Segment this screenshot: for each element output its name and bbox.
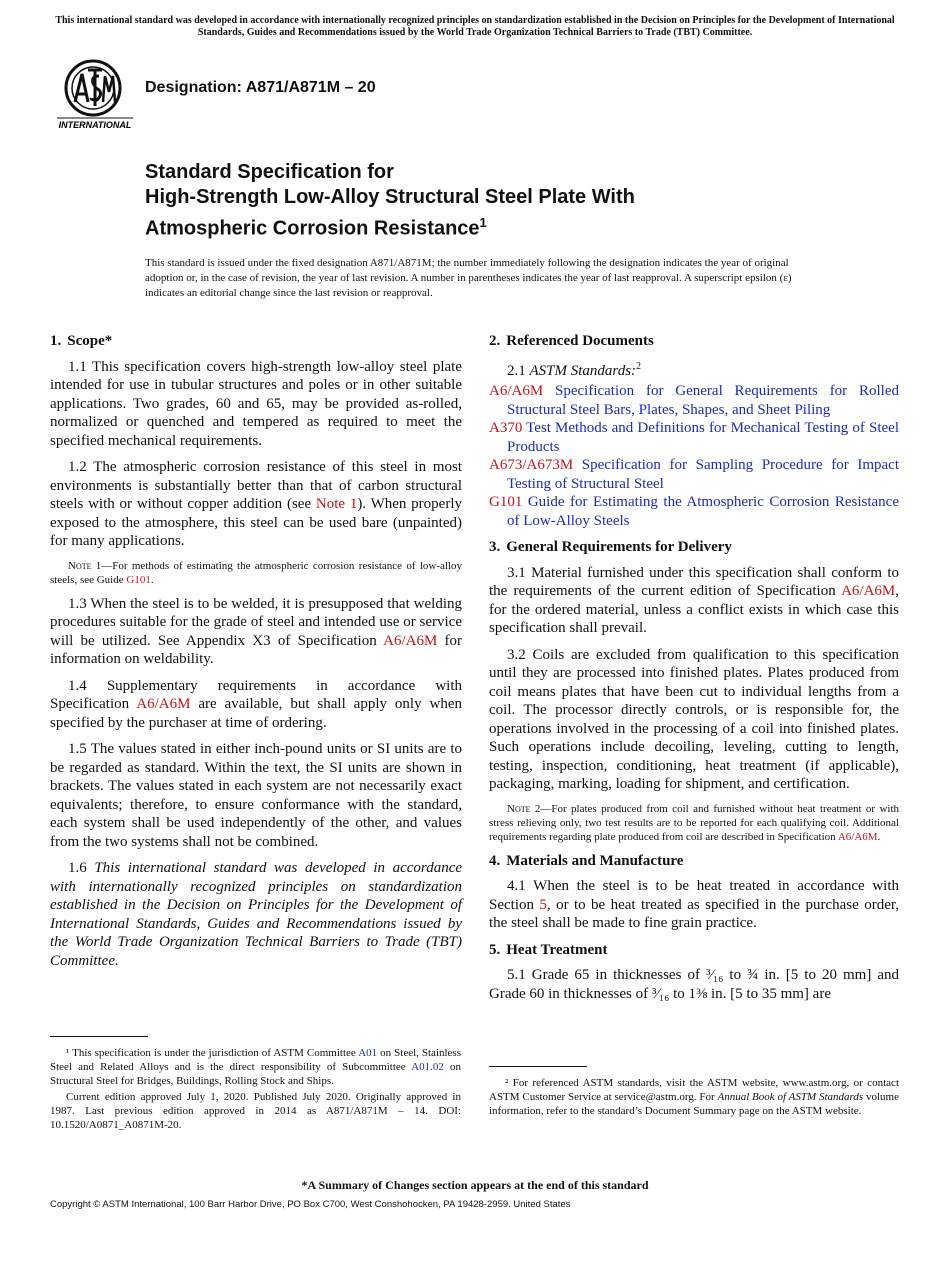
section-heading-scope: 1. Scope*: [50, 333, 113, 349]
title-line-2: High-Strength Low-Alloy Structural Steel Plate With: [145, 186, 635, 208]
a6-link[interactable]: A6/A6M: [383, 632, 438, 649]
footnote-1-approval: Current edition approved July 1, 2020. Published July 2020. Originally approved in 1987. Last previous edition approved in 2014 as A871/A871M – 14. DOI: 10.1520/A0871_A0871M-20.: [50, 1091, 461, 1131]
paragraph-3-2: 3.2 Coils are excluded from qualification to this specification until they are processed into finished plates. Plates produced from coil means plates that have been cut to individual lengths from a coil. The processor directly controls, or is responsible for, the operations involved in the processing of a coil into finished plates. Such operations include decoiling, leveling, cutting to length, testing, inspection, conditioning, heat treatment (if applicable), packaging, marking, loading for shipment, and certification.: [489, 646, 899, 792]
astm-logo-icon: [55, 58, 135, 133]
left-column: [50, 332, 462, 978]
footnote-1-text: ¹ This specification is under the jurisdiction of ASTM Committee A01 on Steel, Stainless Steel and Related Alloys and is the direct responsibility of Subcommittee A01.02 on Structural Steel for Bridges, Buildings, Rolling Stock and Ships.: [50, 1047, 462, 1087]
section-5-link[interactable]: 5: [539, 896, 547, 913]
paragraph-1-2: 1.2 The atmospheric corrosion resistance of this steel in most environments is substantially better than that of carbon structural steels with or without copper addition (see Note 1). When properly exposed to the atmosphere, this steel can be used bare (unpainted) for many applications.: [50, 459, 462, 549]
top-notice: This international standard was developed in accordance with internationally recognized principles on standardization established in the Decision on Principles for the Development of International Standards, Guides and Recommendations issued by the World Trade Organization Technical Barriers to Trade (TBT) Committee.: [55, 15, 895, 38]
footnote-1: [50, 1046, 461, 1134]
reference-list: [489, 382, 899, 530]
page-title: [145, 160, 635, 242]
title-footnote-mark: 1: [479, 215, 487, 230]
a01-02-link[interactable]: A01.02: [411, 1061, 444, 1073]
paragraph-5-1: 5.1 Grade 65 in thicknesses of ³⁄₁₆ to ¾ in. [5 to 20 mm] and Grade 60 in thicknesses of ³⁄₁₆ to 1⅜ in. [5 to 35 mm] are: [489, 967, 899, 1002]
paragraph-1-3: 1.3 When the steel is to be welded, it is presupposed that welding procedures suitable for the grade of steel and intended use or service will be utilized. See Appendix X3 of Specification A6/A6M for information on weldability.: [50, 595, 462, 667]
designation: Designation: A871/A871M – 20: [145, 79, 376, 96]
paragraph-2-1: 2.1 ASTM Standards:$^2$: [507, 360, 642, 379]
paragraph-4-1: 4.1 When the steel is to be heat treated in accordance with Section 5, or to be heat treated as specified in the purchase order, the steel shall be made to fine grain practice.: [489, 878, 899, 931]
reference-item[interactable]: G101 Guide for Estimating the Atmospheric Corrosion Resistance of Low-Alloy Steels: [489, 494, 899, 529]
note-1: Note 1—For methods of estimating the atmospheric corrosion resistance of low-alloy steels, see Guide G101.: [50, 559, 462, 586]
a01-link[interactable]: A01: [358, 1047, 378, 1059]
note-2: Note 2—For plates produced from coil and furnished without heat treatment or with stress relieving only, two test results are to be reported for each qualifying coil. Additional requirements regarding plate produced from coil are described in Specification A6/A6M.: [489, 802, 900, 843]
section-heading-general: 3. General Requirements for Delivery: [489, 539, 732, 555]
footnote-2: [489, 1076, 899, 1120]
a6-link[interactable]: A6/A6M: [841, 583, 896, 599]
section-heading-referenced: 2. Referenced Documents: [489, 333, 654, 349]
a6-link[interactable]: A6/A6M: [837, 830, 878, 843]
logo-text: INTERNATIONAL: [58, 120, 132, 130]
footnote-2-text: ² For referenced ASTM standards, visit the ASTM website, www.astm.org, or contact ASTM Customer Service at service@astm.org. For Annual Book of ASTM Standards volume information, refer to the standard’s Document Summary page on the ASTM website.: [489, 1077, 899, 1117]
footnote-rule: [50, 1036, 148, 1037]
copyright: Copyright © ASTM International, 100 Barr Harbor Drive, PO Box C700, West Conshohocken, PA 19428-2959. United States: [50, 1199, 571, 1210]
footnote-rule: [489, 1066, 587, 1067]
reference-item[interactable]: A6/A6M Specification for General Requirements for Rolled Structural Steel Bars, Plates, Shapes, and Sheet Piling: [489, 383, 899, 418]
issued-note: This standard is issued under the fixed designation A871/A871M; the number immediately following the designation indicates the year of original adoption or, in the case of revision, the year of last revision. A number in parentheses indicates the year of last reapproval. A superscript epsilon (ε) indicates an editorial change since the last revision or reapproval.: [145, 257, 792, 299]
section-heading-heat: 5. Heat Treatment: [489, 941, 608, 958]
title-line-1: Standard Specification for: [145, 161, 394, 183]
summary-of-changes-note: *A Summary of Changes section appears at the end of this standard: [301, 1178, 649, 1192]
title-line-3: Atmospheric Corrosion Resistance: [145, 217, 480, 240]
paragraph-3-1: 3.1 Material furnished under this specification shall conform to the requirements of the current edition of Specification A6/A6M, for the ordered material, unless a conflict exists in which case this specification shall prevail.: [489, 564, 899, 636]
reference-item[interactable]: A673/A673M Specification for Sampling Procedure for Impact Testing of Structural Steel: [489, 457, 899, 492]
note-1-link[interactable]: Note 1: [315, 496, 358, 512]
paragraph-1-1: 1.1 This specification covers high-strength low-alloy steel plate intended for use in tubular structures and poles or in other suitable applications. Two grades, 60 and 65, may be provided as-rolled, normalized or quenched and tempered as required to meet the specified mechanical requirements.: [50, 358, 462, 449]
reference-item[interactable]: A370 Test Methods and Definitions for Mechanical Testing of Steel Products: [489, 420, 899, 455]
right-column: [489, 332, 899, 1011]
a6-link[interactable]: A6/A6M: [136, 696, 191, 712]
paragraph-1-5: 1.5 The values stated in either inch-pound units or SI units are to be regarded as standard. Within the text, the SI units are shown in brackets. The values stated in each system are not necessarily exact equivalents; therefore, to ensure conformance with the standard, each system shall be used independently of the other, and values from the two systems shall not be combined.: [50, 741, 462, 850]
section-heading-materials: 4. Materials and Manufacture: [489, 852, 684, 869]
paragraph-1-6: 1.6 This international standard was developed in accordance with internationally recognized principles on standardization established in the Decision on Principles for the Development of International Standards, Guides and Recommendations issued by the World Trade Organization Technical Barriers to Trade (TBT) Committee.: [50, 860, 463, 969]
paragraph-1-4: 1.4 Supplementary requirements in accordance with Specification A6/A6M are available, but shall apply only when specified by the purchaser at time of ordering.: [50, 677, 462, 731]
g101-link[interactable]: G101: [126, 573, 151, 586]
